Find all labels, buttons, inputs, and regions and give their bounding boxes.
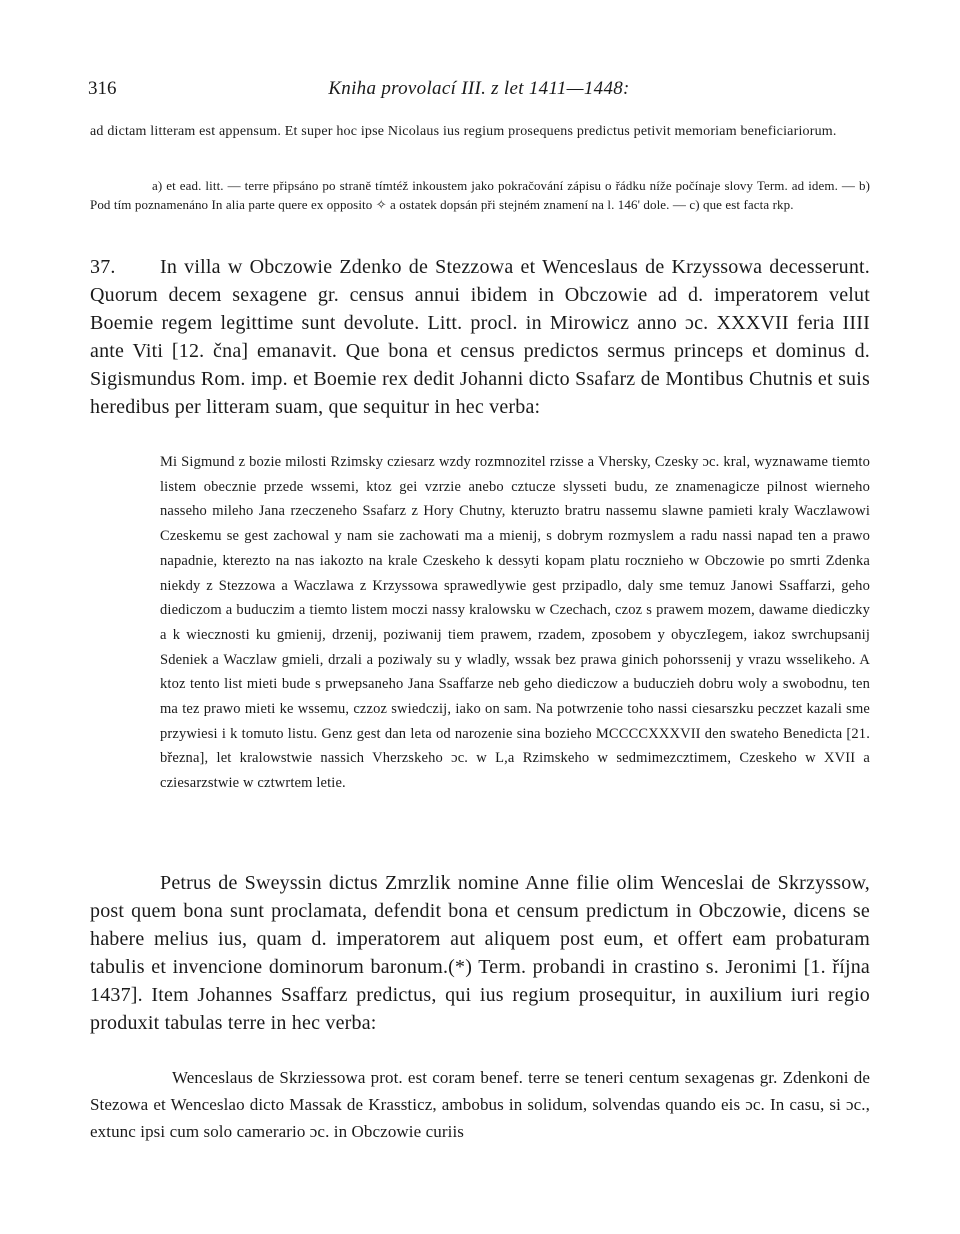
entry-text: In villa w Obczowie Zdenko de Stezzowa et Wenceslaus de Krzyssowa decesserunt. Quorum decem sexagene gr. census annui ibidem in Obczowie ad d. imperatorem velut Boemie regem legittime sunt devolute. Litt. procl. in Mirowicz anno ɔc. XXXVII feria IIII ante Viti [12. čna] emanavit. Que bona et census predictos sermus princeps et dominus d. Sigismundus Rom. imp. et Boemie rex dedit Johanni dicto Ssafarz de Montibus Chutnis et suis heredibus per litteram suam, que sequitur in hec verba: (90, 256, 870, 418)
latin-quote-text (90, 1064, 870, 1145)
czech-charter (160, 450, 870, 796)
page-header (88, 78, 870, 102)
entry-number: 37. (90, 256, 116, 278)
entry-paragraph (90, 253, 870, 421)
footnotes (90, 176, 870, 214)
petrus-text (90, 869, 870, 1037)
footnote-body: a) et ead. litt. — terre připsáno po straně tímtéž inkoustem jako pokračování zápisu o řádku níže počínaje slovy Term. ad idem. — b) Pod tím poznamenáno In alia parte quere ex opposito ✧ a ostatek dopsán při stejném znamení na l. 146' dole. — c) que est facta rkp. (90, 178, 870, 212)
charter-text: Mi Sigmund z bozie milosti Rzimsky cziesarz wzdy rozmnozitel rzisse a Vhersky, Czesky ɔc. kral, wyznawame tiemto listem obecznie przede wssemi, ktoz gei vzrzie anebo cztucze slysseti budu, ze znamenagicze pilnost wierneho nasseho mileho Jana rzeczeneho Ssafarz z Hory Chutny, kteruzto bratru nassemu slawne pamieti kraly Waczlawowi Czeskemu se gest zachowal y nam sie zachowati ma a mienij, s dobrym rozmyslem a radu nassi napad ten a prawo napadnie, kterezto na nas iakozto na krale Czeskeho k dessyti kopam platu rocznieho w Obczowie po smrti Zdenka niekdy z Stezzowa a Waczlawa z Krzyssowa sprawedlywie gest przipadlo, daly sme temuz Janowi Ssaffarzi, geho diediczom a buduczim a tiemto listem moczi nassy kralowsku w Czechach, czoz s prawem mozem, dawame diediczky a k wiecznosti ku gmienij, drzenij, poziwanij tiem prawem, rzadem, zposobem y obyczIegem, iakoz swrchupsanij Sdeniek a Waczlaw gmieli, drzali a poziwaly su y wladly, wssak bez prawa ginich pohorssenij y vrazu wsselikeho. A ktoz tento list mieti bude s prwepsaneho Jana Ssaffarze neb geho diediczow a buduczieh dobru woly a swobodnu, ten ma tez prawo mieti ke wssemu, czzoz swiedczij, iako on sam. Na potwrzenie toho nassi ciesarszku peczzet kazali sme przywiesi i k tomuto listu. Genz gest dan leta od narozenie sina bozieho MCCCCXXXVII den swateho Benedicta [21. března], let kralowstwie nassich Vherzskeho ɔc. w L,a Rzimskeho w sedmimezcztimem, Czeskeho w XVII a cziesarzstwie w cztwrtem letie. (160, 454, 870, 792)
petrus-body: Petrus de Sweyssin dictus Zmrzlik nomine Anne filie olim Wenceslai de Skrzyssow, post quem bona sunt proclamata, defendit bona et censum predictum in Obczowie, dicens se habere melius ius, quam d. imperatorem aut aliquem post eum, et offert eam probaturam tabulis et invencione dominorum baronum.(*) Term. probandi in crastino s. Jeronimi [1. října 1437]. Item Johannes Ssaffarz predictus, qui ius regium prosequitur, in auxilium iuri regio produxit tabulas terre in hec verba: (90, 872, 870, 1034)
running-title: Kniha provolací III. z let 1411—1448: (328, 78, 630, 99)
continued-paragraph: ad dictam litteram est appensum. Et super hoc ipse Nicolaus ius regium prosequens predictus petivit memoriam beneficiariorum. (90, 124, 837, 139)
continued-text (90, 121, 870, 142)
page-number: 316 (88, 78, 117, 99)
entry-37 (90, 253, 870, 421)
latin-quote-body: Wenceslaus de Skrziessowa prot. est coram benef. terre se teneri centum sexagenas gr. Zdenkoni de Stezowa et Wenceslao dicto Massak de Krassticz, ambobus in solidum, solvendas quando eis ɔc. In casu, si ɔc., extunc ipsi cum solo camerario ɔc. in Obczowie curiis (90, 1068, 870, 1141)
petrus-paragraph (90, 869, 870, 1037)
footnote-text (90, 176, 870, 214)
latin-quote (90, 1064, 870, 1145)
